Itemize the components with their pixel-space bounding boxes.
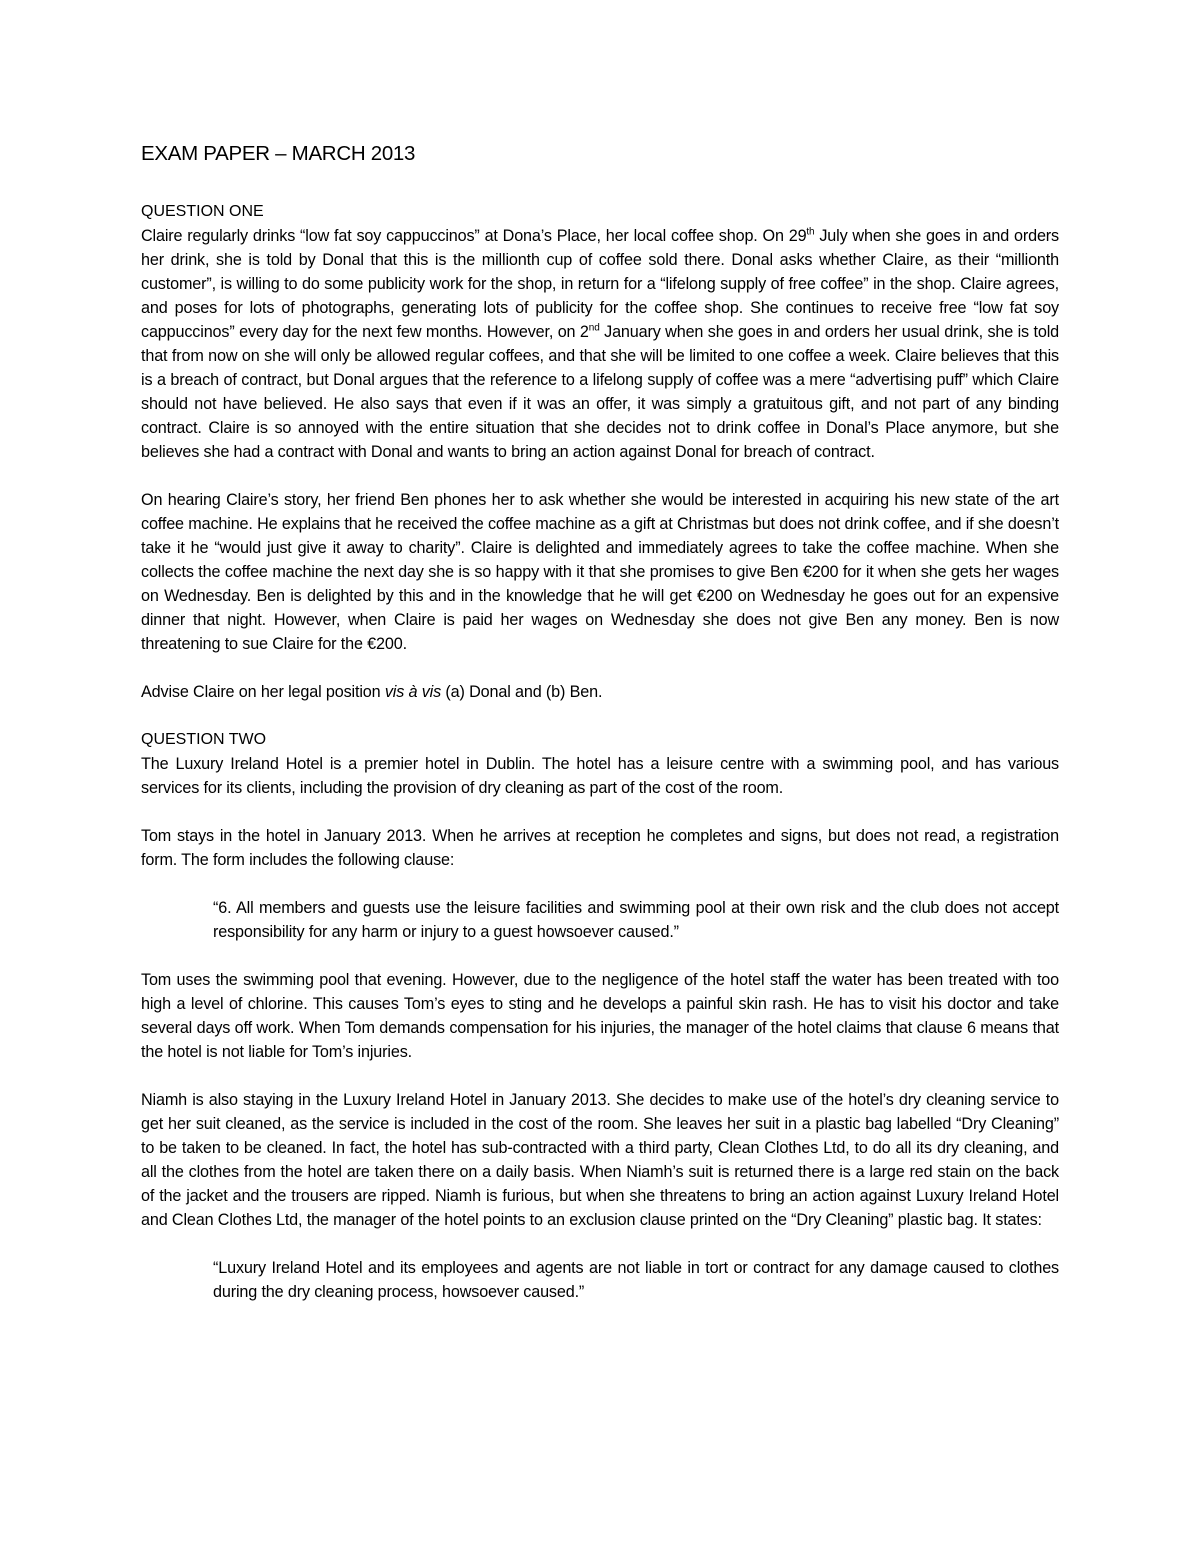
question-two-paragraph-4: Niamh is also staying in the Luxury Ireland Hotel in January 2013. She decides to make use of the hotel’s dry cleaning service to get her suit cleaned, as the service is included in the cost of the room. She leaves her suit in a plastic bag labelled “Dry Cleaning” to be taken to be cleaned. In fact, the hotel has sub-contracted with a third party, Clean Clothes Ltd, to do all its dry cleaning, and all the clothes from the hotel are taken there on a daily basis. When Niamh’s suit is returned there is a large red stain on the back of the jacket and the trousers are ripped. Niamh is furious, but when she threatens to bring an action against Luxury Ireland Hotel and Clean Clothes Ltd, the manager of the hotel points to an exclusion clause printed on the “Dry Cleaning” plastic bag. It states: <box>141 1091 1059 1229</box>
q1-p1-text-a: Claire regularly drinks “low fat soy cappuccinos” at Dona’s Place, her local coffee shop. On 29 <box>141 227 807 245</box>
q1-p1-text-b: July when she goes in and orders her drink, she is told by Donal that this is the millionth cup of coffee sold there. Donal asks whether Claire, as their “millionth customer”, is willing to do some publicity work for the shop, in return for a “lifelong supply of free coffee” in the shop. Claire agrees, and poses for lots of photographs, generating lots of publicity for the coffee shop. She continues to receive free “low fat soy cappuccinos” every day for the next few months. However, on 2 <box>141 227 1059 341</box>
question-two-paragraph-2: Tom stays in the hotel in January 2013. When he arrives at reception he completes and signs, but does not read, a registration form. The form includes the following clause: <box>141 827 1059 869</box>
q1-p1-superscript-th: th <box>806 226 815 238</box>
q1-p1-text-c: January when she goes in and orders her usual drink, she is told that from now on she will only be allowed regular coffees, and that she will be limited to one coffee a week. Claire believes that this is a breach of contract, but Donal argues that the reference to a lifelong supply of coffee was a mere “advertising puff” which Claire should not have believed. He also says that even if it was an offer, it was simply a gratuitous gift, and not part of any binding contract. Claire is so annoyed with the entire situation that she decides not to drink coffee in Donal’s Place anymore, but she believes she had a contract with Donal and wants to bring an action against Donal for breach of contract. <box>141 323 1059 461</box>
question-one-paragraph-2: On hearing Claire’s story, her friend Ben phones her to ask whether she would be interested in acquiring his new state of the art coffee machine. He explains that he received the coffee machine as a gift at Christmas but does not drink coffee, and if she doesn’t take it he “would just give it away to charity”. Claire is delighted and immediately agrees to take the coffee machine. When she collects the coffee machine the next day she is so happy with it that she promises to give Ben €200 for it when she gets her wages on Wednesday. Ben is delighted by this and in the knowledge that he will get €200 on Wednesday he goes out for an expensive dinner that night. However, when Claire is paid her wages on Wednesday she does not give Ben any money. Ben is now threatening to sue Claire for the €200. <box>141 491 1059 653</box>
question-one-paragraph-1 <box>141 224 1059 464</box>
question-one-instruction <box>141 680 1059 704</box>
question-one-heading: QUESTION ONE <box>141 203 264 220</box>
clause-quote-2: “Luxury Ireland Hotel and its employees and agents are not liable in tort or contract for any damage caused to clothes during the dry cleaning process, howsoever caused.” <box>213 1259 1059 1301</box>
page-title: EXAM PAPER – MARCH 2013 <box>141 142 416 165</box>
q1-p1-superscript-nd: nd <box>588 322 600 334</box>
question-two-heading: QUESTION TWO <box>141 731 267 748</box>
advise-italic: vis à vis <box>384 683 442 701</box>
advise-text-a: Advise Claire on her legal position <box>141 683 385 701</box>
question-two-paragraph-3: Tom uses the swimming pool that evening. However, due to the negligence of the hotel staff the water has been treated with too high a level of chlorine. This causes Tom’s eyes to sting and he develops a painful skin rash. He has to visit his doctor and take several days off work. When Tom demands compensation for his injuries, the manager of the hotel claims that clause 6 means that the hotel is not liable for Tom’s injuries. <box>141 971 1059 1061</box>
advise-text-b: (a) Donal and (b) Ben. <box>441 683 603 701</box>
clause-quote-1: “6. All members and guests use the leisure facilities and swimming pool at their own risk and the club does not accept responsibility for any harm or injury to a guest howsoever caused.” <box>213 899 1059 941</box>
exam-page <box>141 142 1059 1304</box>
question-two-paragraph-1: The Luxury Ireland Hotel is a premier hotel in Dublin. The hotel has a leisure centre with a swimming pool, and has various services for its clients, including the provision of dry cleaning as part of the cost of the room. <box>141 755 1059 797</box>
